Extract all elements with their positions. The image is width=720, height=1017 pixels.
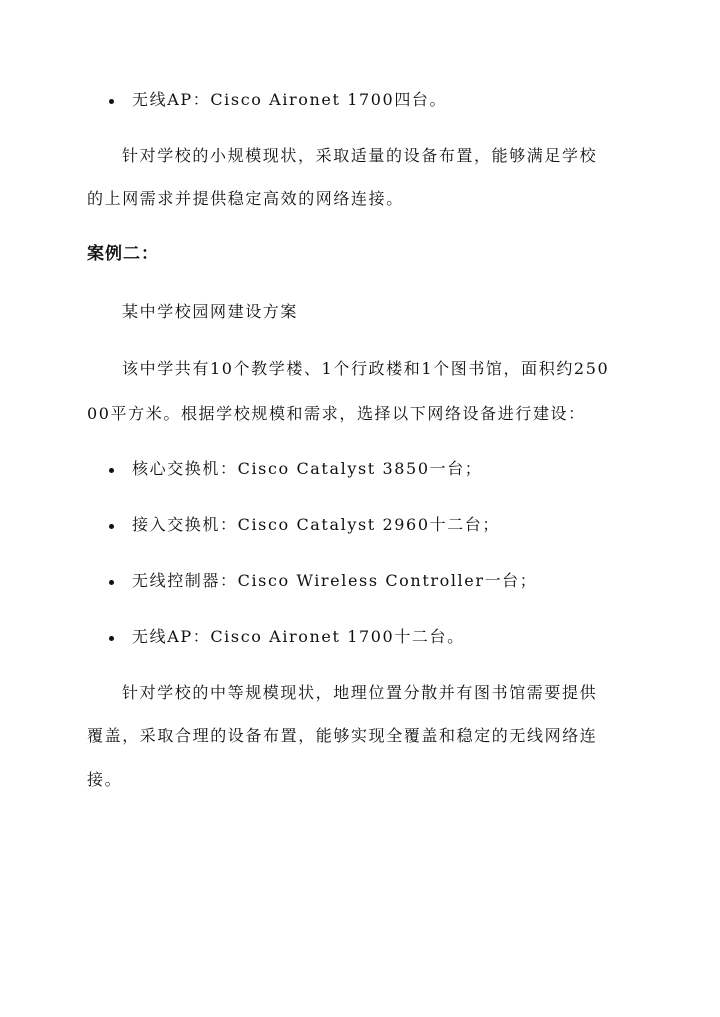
paragraph-line: 针对学校的中等规模现状，地理位置分散并有图书馆需要提供 xyxy=(122,683,598,702)
bullet-dot xyxy=(109,524,114,529)
bullet-dot xyxy=(109,636,114,641)
paragraph-line: 覆盖，采取合理的设备布置，能够实现全覆盖和稳定的无线网络连 xyxy=(87,726,598,745)
paragraph-line: 的上网需求并提供稳定高效的网络连接。 xyxy=(87,189,404,208)
paragraph-line: 00平方米。根据学校规模和需求，选择以下网络设备进行建设： xyxy=(87,404,586,423)
paragraph-line: 接。 xyxy=(87,770,123,789)
list-item: 无线控制器：Cisco Wireless Controller一台； xyxy=(132,571,538,590)
bullet-item: 无线AP：Cisco Aironet 1700四台。 xyxy=(132,90,448,109)
bullet-dot xyxy=(109,468,114,473)
list-item: 核心交换机：Cisco Catalyst 3850一台； xyxy=(132,459,483,478)
case-title: 某中学校园网建设方案 xyxy=(122,302,299,321)
section-heading: 案例二： xyxy=(87,244,159,264)
bullet-dot xyxy=(109,580,114,585)
paragraph-line: 针对学校的小规模现状，采取适量的设备布置，能够满足学校 xyxy=(122,146,598,165)
paragraph-line: 该中学共有10个教学楼、1个行政楼和1个图书馆，面积约250 xyxy=(122,359,610,378)
bullet-dot xyxy=(109,99,114,104)
list-item: 无线AP：Cisco Aironet 1700十二台。 xyxy=(132,627,465,646)
list-item: 接入交换机：Cisco Catalyst 2960十二台； xyxy=(132,515,501,534)
